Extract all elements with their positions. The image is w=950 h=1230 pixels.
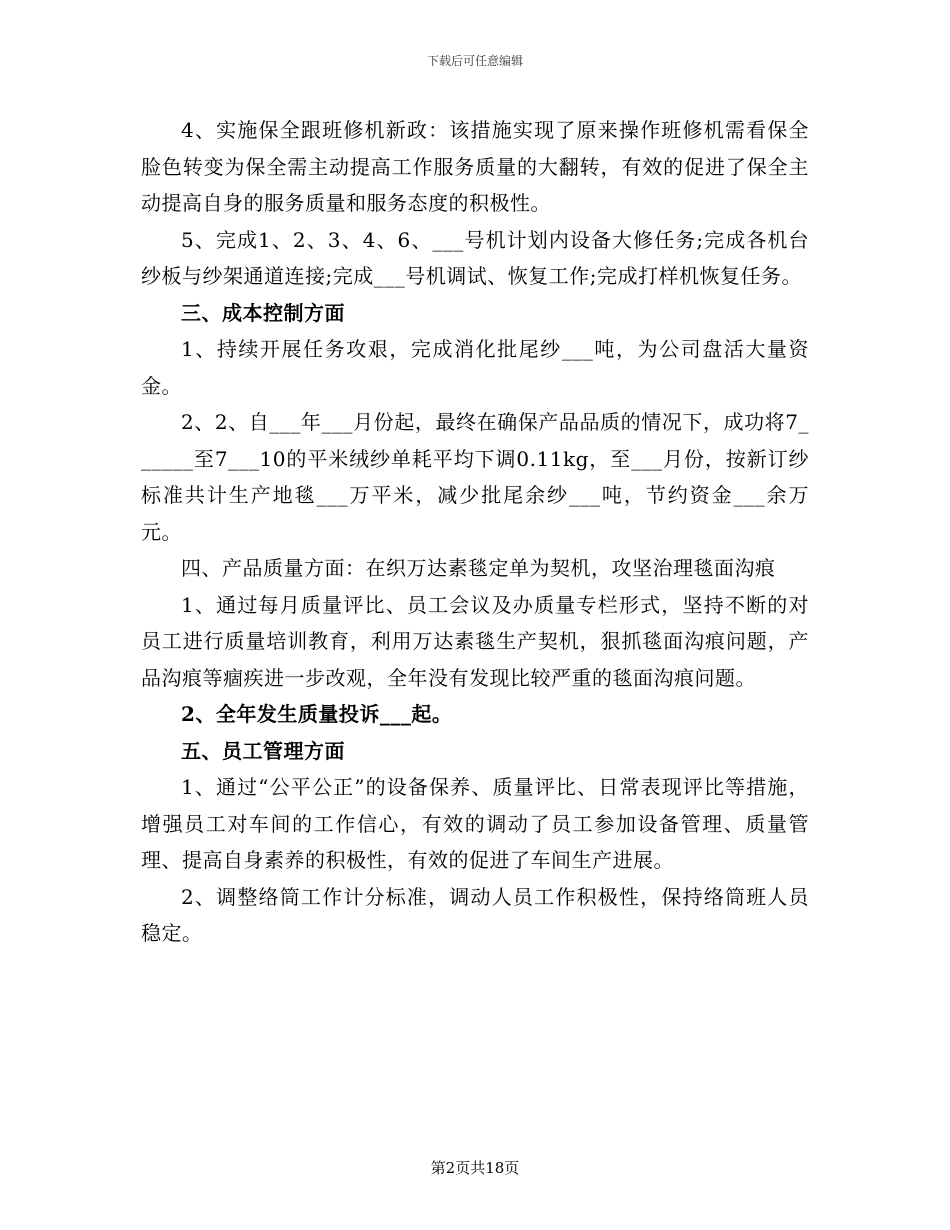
page-header: 下载后可任意编辑 — [426, 54, 523, 68]
page-footer-page-number: 第2页共18页 — [430, 1159, 520, 1177]
section-heading-staff-management: 五、员工管理方面 — [181, 738, 345, 763]
paragraph-quality-1: 1、通过每月质量评比、员工会议及办质量专栏形式，坚持不断的对员工进行质量培训教育，利用万达素毯生产契机，狠抓毯面沟痕问题，产品沟痕等痼疾进一步改观，全年没有发现比较严重的毯面沟痕问题。 — [141, 592, 809, 690]
paragraph-staff-2: 2、调整络筒工作计分标准，调动人员工作积极性，保持络筒班人员稳定。 — [141, 884, 809, 945]
paragraph-cost-1: 1、持续开展任务攻艰，完成消化批尾纱___吨，为公司盘活大量资金。 — [141, 337, 809, 398]
document-body — [141, 112, 809, 952]
paragraph-quality-2: 2、全年发生质量投诉___起。 — [181, 702, 453, 726]
paragraph-item-5: 5、完成1、2、3、4、6、___号机计划内设备大修任务;完成各机台纱板与纱架通道连接;完成___号机调试、恢复工作;完成打样机恢复任务。 — [141, 227, 809, 288]
section-heading-product-quality: 四、产品质量方面：在织万达素毯定单为契机，攻坚治理毯面沟痕 — [181, 556, 776, 580]
section-heading-cost-control: 三、成本控制方面 — [181, 300, 345, 325]
paragraph-cost-2: 2、2、自___年___月份起，最终在确保产品品质的情况下，成功将7______至7___10的平米绒纱单耗平均下调0.11kg，至___月份，按新订纱标准共计生产地毯___万平米，减少批尾余纱___吨，节约资金___余万元。 — [141, 410, 809, 544]
paragraph-staff-1: 1、通过“公平公正”的设备保养、质量评比、日常表现评比等措施，增强员工对车间的工作信心，有效的调动了员工参加设备管理、质量管理、提高自身素养的积极性，有效的促进了车间生产进展。 — [141, 775, 809, 872]
paragraph-item-4: 4、实施保全跟班修机新政：该措施实现了原来操作班修机需看保全脸色转变为保全需主动提高工作服务质量的大翻转，有效的促进了保全主动提高自身的服务质量和服务态度的积极性。 — [141, 118, 809, 215]
